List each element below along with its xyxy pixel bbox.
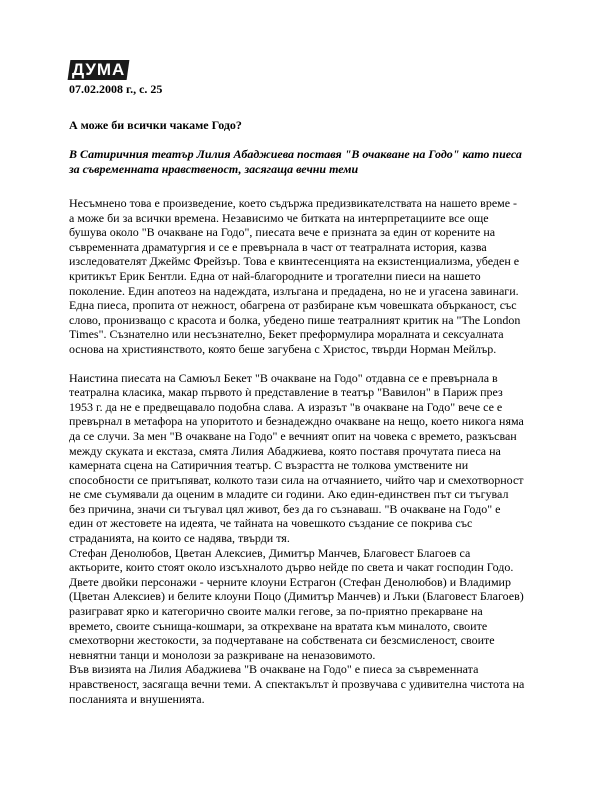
article-headline: А може би всички чакаме Годо? bbox=[69, 118, 242, 132]
article-body bbox=[69, 196, 525, 706]
paragraph: Наистина пиесата на Самюъл Бекет "В очакване на Годо" отдавна се е превърнала в театрална класика, макар първото ѝ представление в театър "Вавилон" в Париж през 1953 г. да не е предвещавало подобна слава. А изразът "в очакване на Годо" вече се е превърнал в метафора на упоритото и безнадеждно очакване на нещо, което никога няма да се случи. За мен "В очакване на Годо" е вечният опит на човека с времето, разкъсван между скуката и екстаза, смята Лилия Абаджиева, която поставя прочутата пиеса на камерната сцена на Сатиричния театър. С възрастта не толкова умствените ни способности се притъпяват, колкото тази сила на отчаянието, чийто чар и смехотворност не сме съумявали да оценим в младите си години. Ако един-единствен път си тъгувал без причина, значи си тъгувал цял живот, без да го съзнаваш. "В очакване на Годо" е един от жестовете на идеята, че тайната на човешкото създание се покрива със страданията, на които се надява, твърди тя. bbox=[69, 370, 524, 546]
paragraph: Несъмнено това е произведение, което съдържа предизвикателствата на нашето време - а може би за всички времена. Независимо че битката на интерпретациите все още бушува около "В очакване на Годо", пиесата вече е призната за един от корените на съвременната драматургия и се е превърнала в част от театралната история, казва изследователят Джеймс Фрейзър. Това е квинтесенцията на екзистенциализма, убеден е критикът Ерик Бентли. Една от най-благородните и трогателни пиеси на нашето поколение. Един апотеоз на надеждата, излъгана и предадена, но не и угасена завинаги. Една пиеса, пропита от нежност, обагрена от разбиране към човешката обърканост, със слово, пронизващо с красота и болка, убедено пише театралният критик на "The London Times". Съзнателно или несъзнателно, Бекет преформулира моралната и сексуалната основа на християнството, която беше загубена с Христос, твърди Норман Мейлър. bbox=[69, 196, 521, 356]
article-page bbox=[69, 60, 525, 706]
logo-text: ДУМА bbox=[72, 60, 126, 79]
article-lead: В Сатиричния театър Лилия Абаджиева поставя "В очакване на Годо" като пиеса за съвременната нравственост, засягаща вечни теми bbox=[69, 147, 522, 176]
paragraph: Във визията на Лилия Абаджиева "В очакване на Годо" е пиеса за съвременната нравственост, засягаща вечни теми. А спектакълът ѝ прозвучава с удивителна чистота на посланията и внушенията. bbox=[69, 662, 525, 706]
duma-logo bbox=[68, 60, 130, 80]
paragraph: Стефан Денолюбов, Цветан Алексиев, Димитър Манчев, Благовест Благоев са актьорите, които стоят около изсъхналото дърво нейде по света и чакат господин Годо. Двете двойки персонажи - черните клоуни Естрагон (Стефан Денолюбов) и Владимир (Цветан Алексиев) и белите клоуни Поцо (Димитър Манчев) и Лъки (Благовест Благоев) разиграват ярко и категорично своите малки гегове, за по-приятно прекарване на времето, своите сънища-кошмари, за открехване на вратата към миналото, своите смехотворни жестокости, за подчертаване на собствената си безсмисленост, своите невнятни танци и монолози за разкриване на неназовимото. bbox=[69, 545, 524, 662]
date-page-line: 07.02.2008 г., с. 25 bbox=[69, 82, 163, 96]
